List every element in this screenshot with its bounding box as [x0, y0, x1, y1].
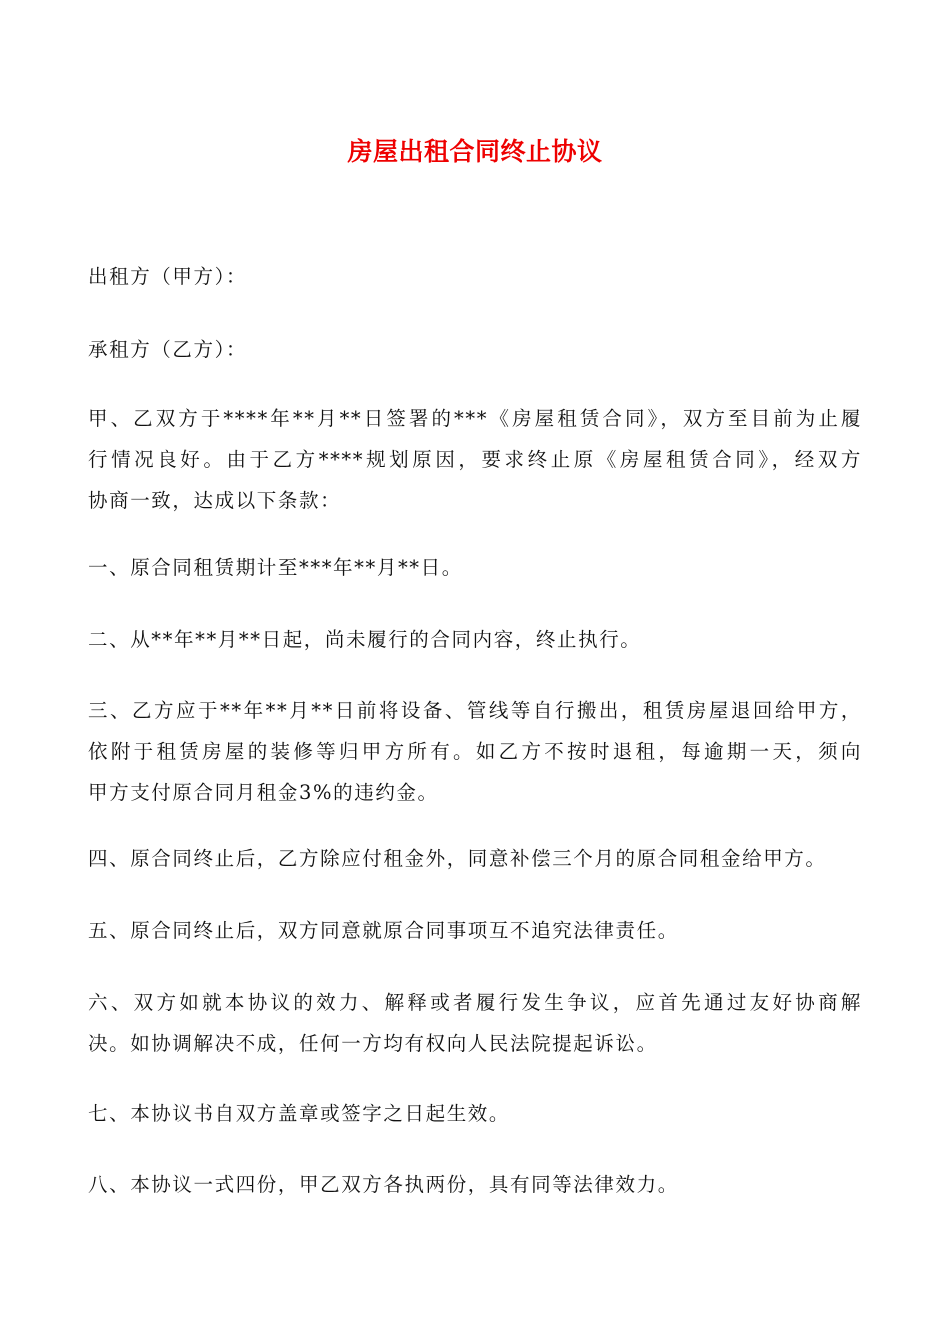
intro-line: 行情况良好。由于乙方****规划原因，要求终止原《房屋租赁合同》，经双方	[88, 448, 862, 471]
clause-line: 八、本协议一式四份，甲乙双方各执两份，具有同等法律效力。	[88, 1173, 679, 1196]
clause-1	[88, 547, 862, 588]
clause-line: 七、本协议书自双方盖章或签字之日起生效。	[88, 1102, 511, 1125]
intro-line: 甲、乙双方于****年**月**日签署的***《房屋租赁合同》，双方至目前为止履	[88, 407, 862, 430]
clause-line: 三、乙方应于**年**月**日前将设备、管线等自行搬出，租赁房屋退回给甲方，	[88, 699, 862, 722]
clause-6	[88, 982, 862, 1064]
lessee-line	[88, 329, 862, 370]
clause-line: 决。如协调解决不成，任何一方均有权向人民法院提起诉讼。	[88, 1032, 658, 1055]
clause-8	[88, 1164, 862, 1205]
clause-line: 四、原合同终止后，乙方除应付租金外，同意补偿三个月的原合同租金给甲方。	[88, 847, 827, 870]
clause-line: 六、双方如就本协议的效力、解释或者履行发生争议，应首先通过友好协商解	[88, 991, 862, 1014]
clause-line: 一、原合同租赁期计至***年**月**日。	[88, 556, 463, 579]
clause-4	[88, 838, 862, 879]
lessee-text: 承租方（乙方）：	[88, 338, 248, 361]
clause-line: 五、原合同终止后，双方同意就原合同事项互不追究法律责任。	[88, 919, 679, 942]
lessor-line	[88, 256, 862, 297]
document-title: 房屋出租合同终止协议	[347, 137, 603, 166]
clause-2	[88, 619, 862, 660]
clause-line: 二、从**年**月**日起，尚未履行的合同内容，终止执行。	[88, 628, 642, 651]
clause-line: 依附于租赁房屋的装修等归甲方所有。如乙方不按时退租，每逾期一天，须向	[88, 740, 862, 763]
intro-line: 协商一致，达成以下条款：	[88, 489, 342, 512]
lessor-text: 出租方（甲方）：	[88, 265, 248, 288]
intro-paragraph	[88, 398, 862, 521]
clause-5	[88, 910, 862, 951]
clause-3	[88, 690, 862, 813]
clause-line: 甲方支付原合同月租金3%的违约金。	[88, 781, 439, 804]
clause-7	[88, 1093, 862, 1134]
